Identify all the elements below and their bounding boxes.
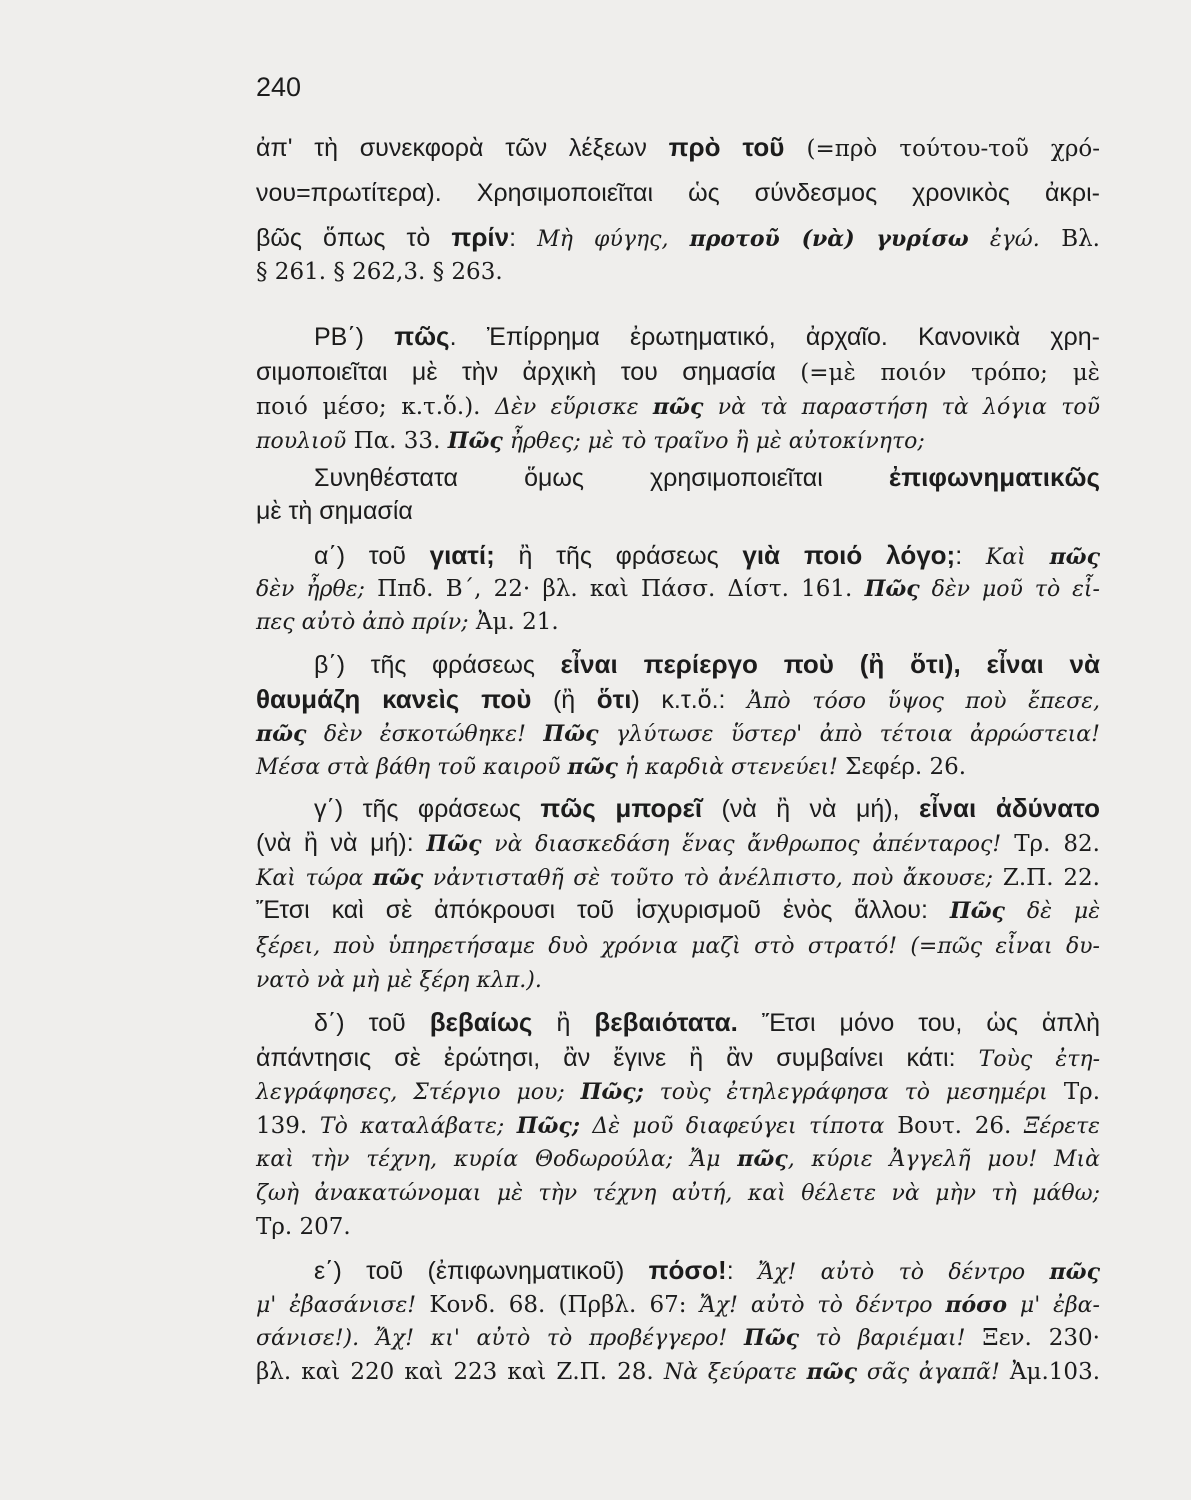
text-run: Ἀπὸ τόσο ὕψος ποὺ ἔπεσε, [747, 689, 1101, 714]
text-line [314, 647, 1100, 682]
text-run: (ἢ [531, 686, 597, 714]
text-run: ἐπιφωνηματικῶς [888, 462, 1100, 492]
text-run: Μέσα στὰ βάθη τοῦ καιροῦ [256, 755, 568, 780]
text-run: γιατί; [429, 540, 495, 570]
text-run: Πῶς [864, 576, 920, 602]
text-run: γιὰ ποιό λόγο; [742, 540, 956, 570]
text-line [314, 791, 1100, 826]
text-line [314, 1253, 1100, 1290]
text-run: (=πρὸ τούτου-τοῦ χρό- [784, 136, 1100, 162]
text-run: Ἔτσι καὶ σὲ ἀπόκρουσι τοῦ ἰσχυρισμοῦ ἑνὸς ἄλλου: [256, 896, 950, 924]
text-line [256, 1320, 1100, 1356]
text-run: γλύτωσε ὕστερ' ἀπὸ τέτοια ἀρρώστεια! [598, 722, 1100, 747]
text-run: πῶς [806, 1359, 858, 1385]
text-run: λεγράφησες, Στέργιο μου; [256, 1080, 581, 1105]
text-run: πῶς [567, 754, 618, 780]
text-run: Ἔτσι μόνο του, ὡς ἁπλὴ [737, 1009, 1100, 1037]
text-run: γ΄) τῆς φράσεως [314, 795, 541, 823]
text-run: προτοῦ (νὰ) γυρίσω [689, 226, 969, 252]
text-run: ΡΒ΄) [314, 323, 395, 351]
text-line [256, 1041, 1100, 1077]
page-number: 240 [256, 72, 302, 102]
text-run: : [726, 1257, 758, 1285]
text-run: πόσο [945, 1292, 1008, 1318]
text-line [256, 176, 1100, 210]
text-line [256, 220, 1100, 257]
text-run: Ζ.Π. 22. [993, 865, 1100, 891]
text-line [314, 319, 1100, 354]
text-run: Ἄχ! αὐτὸ τὸ δέντρο [757, 1260, 1050, 1285]
text-run: πρίν [451, 222, 510, 252]
text-run: Πῶς [743, 1325, 800, 1351]
text-run: βλ. καὶ 220 καὶ 223 καὶ Ζ.Π. 28. [256, 1359, 664, 1385]
text-run: (νὰ ἢ νὰ μή): [256, 829, 427, 857]
text-run: πῶς [737, 1146, 788, 1172]
text-run: πῶς [1049, 1259, 1100, 1285]
text-run: Μὴ φύγης, [537, 227, 690, 252]
text-run: μὲ τὴ σημασία [256, 497, 413, 525]
text-line [256, 604, 1100, 640]
text-run: : [955, 542, 986, 570]
text-run: βεβαίως [429, 1007, 533, 1037]
text-run: ὅτι [596, 684, 632, 714]
text-line [256, 1209, 1100, 1244]
text-line [256, 571, 1100, 607]
text-run: Βλ. [1039, 226, 1100, 252]
text-run: Νὰ ξεύρατε [663, 1360, 807, 1385]
text-run: πρὸ τοῦ [668, 132, 785, 162]
text-run: Ἀμ.103. [999, 1359, 1101, 1385]
text-run: ξέρει, ποὺ ὑπηρετήσαμε δυὸ χρόνια μαζὶ στὸ στρατό! (=πῶς εἶναι δυ- [256, 934, 1100, 959]
text-run: Πῶς; [580, 1079, 644, 1105]
text-run: ἢ [532, 1009, 595, 1037]
text-run: ε΄) τοῦ (ἐπιφωνηματικοῦ) [314, 1257, 649, 1285]
text-run: , κύριε Ἀγγελῆ μου! Μιὰ [787, 1147, 1101, 1172]
text-run: πῶς [372, 865, 424, 891]
text-run: Ἀμ. 21. [468, 609, 559, 635]
text-line [256, 130, 1100, 166]
text-line [256, 928, 1100, 964]
text-line [256, 1354, 1100, 1390]
text-run: πῶς [652, 394, 704, 420]
text-run: Ξέρετε [1023, 1114, 1100, 1139]
text-run: πῶς [394, 321, 450, 351]
text-run: πουλιοῦ [256, 429, 347, 454]
text-line [256, 423, 1100, 459]
text-run: Κονδ. 68. (Πρβλ. 67: [416, 1292, 700, 1318]
text-run: εἶναι ἀδύνατο [918, 793, 1101, 823]
text-run: ἡ καρδιὰ στενεύει! [617, 755, 838, 780]
text-line [256, 860, 1100, 896]
text-run: Σεφέρ. 26. [837, 754, 967, 780]
text-run: πόσο! [648, 1255, 727, 1285]
text-run: πῶς [256, 721, 307, 747]
text-run: (νὰ ἢ νὰ μή), [702, 795, 919, 823]
text-run: ἀπάντησις σὲ ἐρώτησι, ἂν ἔγινε ἢ ἂν συμβαίνει κάτι: [256, 1044, 979, 1072]
text-run: θαυμάζη κανεὶς ποὺ [256, 684, 532, 714]
text-line [314, 1005, 1100, 1040]
text-line [314, 460, 1100, 495]
text-line [256, 1175, 1100, 1211]
text-run: νὰ διασκεδάση ἕνας ἄνθρωπος ἀπένταρος! [481, 832, 1002, 857]
text-run: Δὲν εὕρισκε [495, 395, 653, 420]
text-line [256, 1287, 1100, 1323]
text-run: Πῶς; [516, 1113, 580, 1139]
text-run: Ἄχ! αὐτὸ τὸ δέντρο [699, 1293, 946, 1318]
text-run: ἦρθες; μὲ τὸ τραῖνο ἢ μὲ αὐτοκίνητο; [502, 429, 925, 454]
text-run: Τὸ καταλάβατε; [319, 1114, 517, 1139]
text-line [256, 962, 1100, 998]
text-run: δὲν ἦρθε; [256, 577, 365, 602]
text-run: ἐγώ. [968, 227, 1040, 252]
text-run: . Ἐπίρρημα ἐρωτηματικό, ἀρχαῖο. Κανονικὰ χρη- [449, 323, 1100, 351]
text-run: βῶς ὅπως τὸ [256, 224, 452, 252]
text-line [256, 749, 1100, 785]
text-run: πῶς μπορεῖ [540, 793, 703, 823]
text-run: δ΄) τοῦ [314, 1009, 430, 1037]
text-run: σᾶς ἀγαπᾶ! [857, 1360, 1000, 1385]
text-line [256, 682, 1100, 719]
text-run: Πα. 33. [346, 428, 448, 454]
text-run: : [509, 224, 538, 252]
text-line [256, 1108, 1100, 1144]
text-run: νου=πρωτίτερα). Χρησιμοποιεῖται ὡς σύνδεσμος χρονικὸς ἀκρι- [256, 179, 1100, 207]
text-run: δὲν ἐσκοτώθηκε! [306, 722, 544, 747]
text-run: α΄) τοῦ [314, 542, 430, 570]
text-run: Καὶ [985, 545, 1050, 570]
text-run: Βουτ. 26. [884, 1113, 1024, 1139]
text-run: Συνηθέστατα ὅμως χρησιμοποιεῖται [314, 464, 889, 492]
text-run: § 261. § 262,3. § 263. [256, 259, 503, 285]
text-run: πες αὐτὸ ἀπὸ πρίν; [256, 610, 469, 635]
text-run: σάνισε!). Ἄχ! κι' αὐτὸ τὸ προβέγγερο! [256, 1326, 744, 1351]
text-run: νἀντισταθῆ σὲ τοῦτο τὸ ἀνέλπιστο, ποὺ ἄκουσε; [423, 866, 994, 891]
text-line [256, 355, 1100, 390]
text-run: (=μὲ ποιόν τρόπο; μὲ [800, 360, 1100, 386]
text-run: Καὶ τώρα [256, 866, 373, 891]
text-line [256, 826, 1100, 862]
text-run: μ' ἐβασάνισε! [256, 1293, 417, 1318]
text-run: Τοὺς ἐτη- [978, 1047, 1100, 1072]
text-run: καὶ τὴν τέχνη, κυρία Θοδωρούλα; Ἄμ [256, 1147, 738, 1172]
text-line [256, 1141, 1100, 1177]
text-run: Δὲ μοῦ διαφεύγει τίποτα [579, 1114, 885, 1139]
text-run: Τρ. [1047, 1079, 1101, 1105]
text-run: ζωὴ ἀνακατώνομαι μὲ τὴν τέχνη αὐτή, καὶ θέλετε νὰ μὴν τὴ μάθω; [256, 1181, 1100, 1206]
text-run: ἀπ' τὴ συνεκφορὰ τῶν λέξεων [256, 134, 669, 162]
text-run: β΄) τῆς φράσεως [314, 651, 561, 679]
text-run: Πῶς [949, 898, 1005, 924]
text-run: τὸ βαριέμαι! [799, 1326, 966, 1351]
text-line [314, 538, 1100, 575]
text-line [256, 1074, 1100, 1110]
text-run: Τρ. 82. [1001, 831, 1100, 857]
text-line [256, 893, 1100, 929]
text-run: νατὸ νὰ μὴ μὲ ξέρη κλπ.). [256, 968, 542, 993]
text-run: Πῶς [447, 428, 503, 454]
text-run: πῶς [1049, 544, 1101, 570]
text-line [256, 254, 1100, 289]
text-run: εἶναι περίεργο ποὺ (ἢ ὅτι), εἶναι νὰ [560, 649, 1100, 679]
text-run: Ξεν. 230· [965, 1325, 1100, 1351]
text-line [256, 716, 1100, 752]
text-run: ) κ.τ.ὅ.: [631, 686, 748, 714]
text-run: ἢ τῆς φράσεως [494, 542, 743, 570]
text-line [256, 389, 1100, 425]
text-run: τοὺς ἐτηλεγράφησα τὸ μεσημέρι [643, 1080, 1048, 1105]
text-run: ποιό μέσο; κ.τ.ὅ.). [256, 394, 496, 420]
text-run: Τρ. 207. [256, 1214, 351, 1240]
text-run: νὰ τὰ παραστήση τὰ λόγια τοῦ [703, 395, 1100, 420]
text-run: Πῶς [426, 831, 482, 857]
text-run: βεβαιότατα. [594, 1007, 738, 1037]
text-run: δὲν μοῦ τὸ εἶ- [919, 577, 1100, 602]
text-run: σιμοποιεῖται μὲ τὴν ἀρχικὴ του σημασία [256, 358, 801, 386]
text-line [256, 494, 1100, 528]
text-run: μ' ἐβα- [1007, 1293, 1100, 1318]
text-run: Πῶς [543, 721, 599, 747]
text-run: 139. [256, 1113, 320, 1139]
text-run: δὲ μὲ [1004, 899, 1100, 924]
text-run: Ππδ. Β΄, 22· βλ. καὶ Πάσσ. Δίστ. 161. [364, 576, 865, 602]
